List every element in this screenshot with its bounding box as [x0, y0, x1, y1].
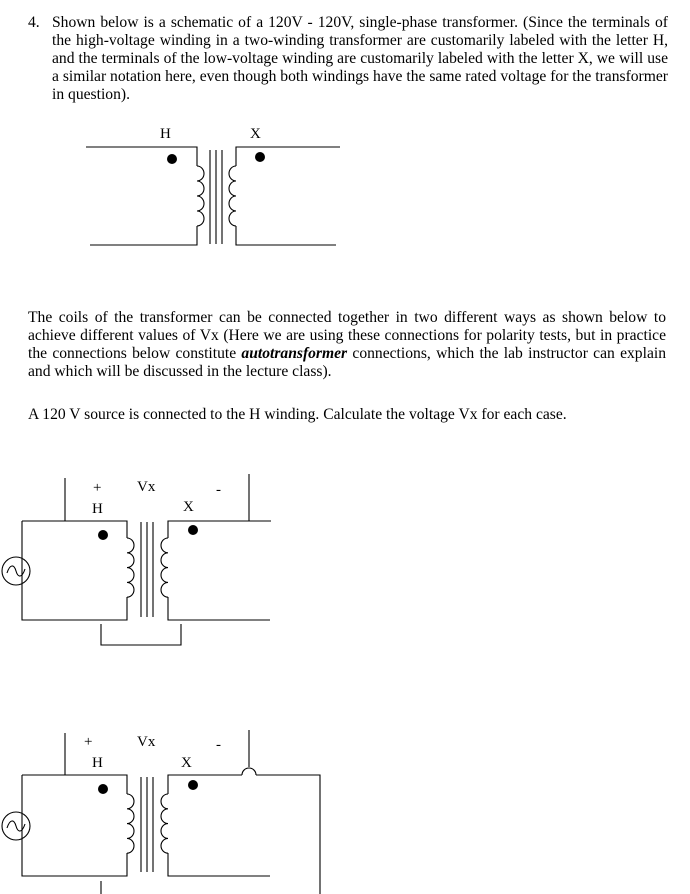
secondary-top-wire [168, 775, 242, 794]
secondary-bottom-wire [168, 853, 270, 876]
secondary-coil [161, 794, 168, 853]
secondary-top-wire [168, 521, 271, 538]
polarity-dot-x [255, 152, 265, 162]
transformer-schematic-group [86, 126, 340, 245]
primary-top-wire [22, 521, 127, 538]
minus-sign: - [216, 482, 221, 498]
primary-coil [127, 538, 134, 597]
label-x: X [250, 126, 261, 142]
polarity-dot-h [167, 154, 177, 164]
vx-label: Vx [137, 479, 156, 495]
connections-text-before: The coils of the transformer can be connected together in two different ways as shown below to achieve different values of Vx (Here we are using these connections for polarity tests, but in practice the connections below constitute [28, 309, 666, 362]
minus-sign: - [216, 737, 221, 753]
question-number: 4. [28, 14, 40, 31]
primary-coil [197, 166, 204, 226]
label-h: H [92, 501, 103, 517]
polarity-dot-h [98, 530, 108, 540]
question-intro-text: Shown below is a schematic of a 120V - 120V, single-phase transformer. (Since the terminals of the high-voltage winding in a two-winding transformer are customarily labeled with the letter H, and the terminals of the low-voltage winding are customarily labeled with the letter X, we will use a similar notation here, even though both windings have the same rated voltage for the transformer in question). [52, 14, 668, 103]
secondary-coil [229, 166, 236, 226]
connection-diagram-1 [2, 474, 271, 645]
task-text: A 120 V source is connected to the H winding. Calculate the voltage Vx for each case. [28, 406, 567, 423]
ac-source-icon [2, 557, 30, 585]
connections-text-after: connections, which the lab instructor can explain and which will be discussed in the lecture class). [28, 345, 666, 380]
primary-bottom-wire [90, 226, 197, 245]
connections-paragraph [28, 309, 666, 381]
secondary-coil [161, 538, 168, 597]
primary-bottom-wire [22, 521, 127, 620]
autotransformer-emphasis: autotransformer [241, 345, 348, 362]
label-h: H [92, 755, 103, 771]
vx-label: Vx [137, 734, 156, 750]
primary-top-wire [22, 775, 127, 794]
secondary-top-wire [236, 147, 340, 166]
task-paragraph [28, 406, 666, 424]
plus-sign: + [84, 734, 93, 750]
polarity-dot-h [98, 784, 108, 794]
jumper-wire [101, 624, 181, 645]
label-x: X [181, 755, 192, 771]
secondary-bottom-wire [168, 597, 270, 620]
primary-bottom-wire [22, 775, 127, 876]
primary-coil [127, 794, 134, 853]
ac-source-icon [2, 812, 30, 840]
polarity-dot-x [188, 780, 198, 790]
secondary-bottom-wire [236, 226, 336, 245]
label-x: X [183, 499, 194, 515]
polarity-dot-x [188, 525, 198, 535]
connection-diagram-2 [2, 730, 320, 894]
crossover-hop [242, 768, 256, 775]
plus-sign: + [93, 480, 102, 496]
label-h: H [160, 126, 171, 142]
primary-top-wire [86, 147, 197, 166]
